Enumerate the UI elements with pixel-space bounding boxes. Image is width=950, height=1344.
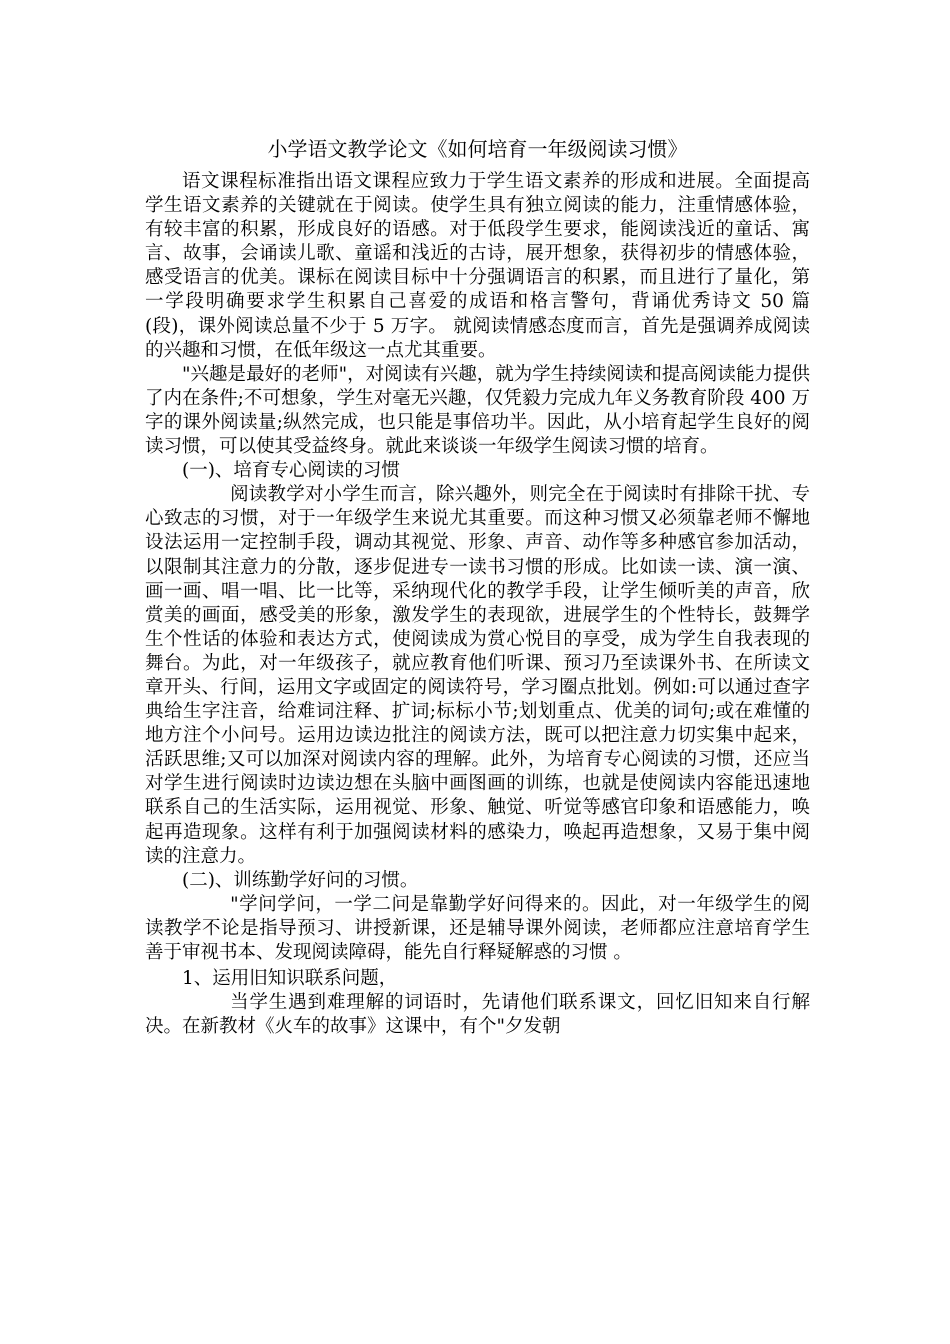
paragraph: 语文课程标准指出语文课程应致力于学生语文素养的形成和进展。全面提高学生语文素养的关键就在于阅读。使学生具有独立阅读的能力，注重情感体验，有较丰富的积累，形成良好的语感。对于低段学生要求，能阅读浅近的童话、寓言、故事，会诵读儿歌、童谣和浅近的古诗，展开想象，获得初步的情感体验，感受语言的优美。课标在阅读目标中十分强调语言的积累，而且进行了量化，第一学段明确要求学生积累自己喜爱的成语和格言警句，背诵优秀诗文 50 篇 (段)，课外阅读总量不少于 5 万字。 就阅读情感态度而言，首先是强调养成阅读的兴趣和习惯，在低年级这一点尤其重要。	[145, 171, 810, 361]
paragraph: 阅读教学对小学生而言，除兴趣外，则完全在于阅读时有排除干扰、专心致志的习惯，对于一年级学生来说尤其重要。而这种习惯又必须靠老师不懈地设法运用一定控制手段，调动其视觉、形象、声音、动作等多种感官参加活动，以限制其注意力的分散，逐步促进专一读书习惯的形成。比如读一读、演一演、画一画、唱一唱、比一比等，采纳现代化的教学手段，让学生倾听美的声音，欣赏美的画面，感受美的形象，激发学生的表现欲，进展学生的个性特长，鼓舞学生个性话的体验和表达方式，使阅读成为赏心悦目的享受，成为学生自我表现的舞台。为此，对一年级孩子，就应教育他们听课、预习乃至读课外书、在所读文章开头、行间，运用文字或固定的阅读符号，学习圈点批划。例如:可以通过查字典给生字注音，给难词注释、扩词;标标小节;划划重点、优美的词句;或在难懂的地方注个小问号。运用边读边批注的阅读方法，既可以把注意力切实集中起来，活跃思维;又可以加深对阅读内容的理解。此外，为培育专心阅读的习惯，还应当对学生进行阅读时边读边想在头脑中画图画的训练，也就是使阅读内容能迅速地联系自己的生活实际，运用视觉、形象、触觉、听觉等感官印象和语感能力，唤起再造现象。这样有利于加强阅读材料的感染力，唤起再造想象，又易于集中阅读的注意力。	[145, 484, 810, 867]
section-heading: (一)、培育专心阅读的习惯	[182, 460, 400, 482]
document-page	[145, 134, 810, 1039]
subsection-heading: 1、运用旧知识联系问题，	[182, 968, 398, 990]
paragraph: "兴趣是最好的老师"，对阅读有兴趣，就为学生持续阅读和提高阅读能力提供了内在条件;不可想象，学生对毫无兴趣，仅凭毅力完成九年义务教育阶段 400 万字的课外阅读量;纵然完成，也只能是事倍功半。因此，从小培育起学生良好的阅读习惯，可以使其受益终身。就此来谈谈一年级学生阅读习惯的培育。	[145, 363, 810, 458]
section-heading: (二)、训练勤学好问的习惯。	[182, 869, 419, 891]
paragraph: 当学生遇到难理解的词语时，先请他们联系课文，回忆旧知来自行解决。在新教材《火车的故事》这课中，有个"夕发朝	[145, 992, 810, 1038]
document-title: 小学语文教学论文《如何培育一年级阅读习惯》	[267, 137, 688, 161]
document-body	[145, 170, 810, 1039]
paragraph: "学问学问，一学二问是靠勤学好问得来的。因此，对一年级学生的阅读教学不论是指导预习、讲授新课，还是辅导课外阅读，老师都应注意培育学生善于审视书本、发现阅读障碍，能先自行释疑解惑的习惯 。	[145, 893, 810, 963]
